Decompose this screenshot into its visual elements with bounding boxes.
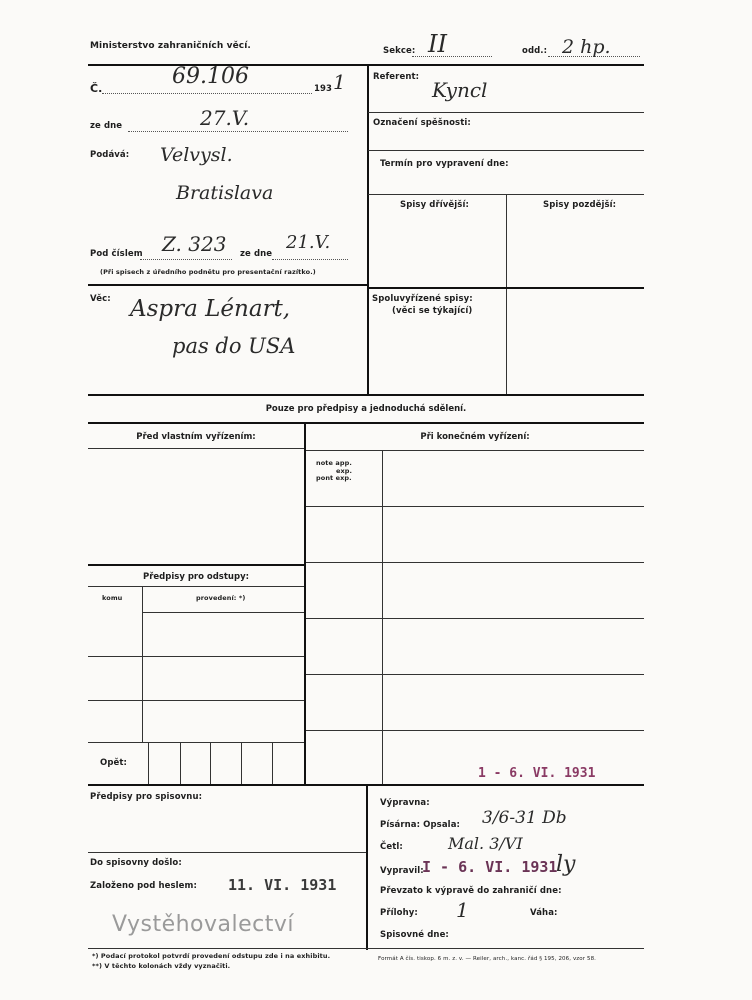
opet-cell-3 — [210, 742, 211, 784]
presentation-note: (Při spisech z úředního podnětu pro presentační razítko.) — [100, 268, 316, 276]
right-divider-4 — [368, 287, 644, 289]
opet-cell-4 — [241, 742, 242, 784]
pri-header-line — [306, 450, 644, 451]
podava-label: Podává: — [90, 150, 130, 160]
opet-cell-1 — [148, 742, 149, 784]
opet-label: Opět: — [100, 758, 128, 768]
ze-dne2-label: ze dne — [240, 249, 273, 259]
odstupy-top — [88, 564, 304, 566]
sekce-line — [412, 56, 492, 57]
right-divider-1 — [368, 112, 644, 113]
komu-label: komu — [102, 594, 123, 602]
predpisy-odstupy-label: Předpisy pro odstupy: — [142, 572, 250, 582]
vypravil-label: Vypravil: — [380, 866, 424, 876]
middle-top-border — [88, 394, 644, 396]
pred-label: Před vlastním vyřízením: — [136, 432, 256, 442]
c-value: 69.106 — [172, 64, 249, 89]
oznaceni-label: Označení spěšnosti: — [373, 118, 471, 128]
pri-row-3 — [306, 618, 644, 619]
do-spisovny-label: Do spisovny došlo: — [90, 858, 182, 868]
footnote-1: *) Podací protokol potvrdí provedení odstupu zde i na exhibitu. — [92, 952, 331, 960]
prilohy-value: 1 — [456, 898, 469, 922]
bottom-left-row-1 — [88, 852, 366, 853]
bottom-right-row — [366, 948, 644, 949]
referent-label: Referent: — [373, 72, 420, 82]
podava-line1: Velvysl. — [160, 144, 233, 166]
vypravna-label: Výpravna: — [380, 798, 430, 808]
odstupy-vline — [142, 586, 143, 742]
spoluvyrizene-label: Spoluvyřízené spisy: — [372, 294, 473, 304]
note-app: note app. — [316, 459, 352, 467]
note-exp: exp. — [336, 467, 353, 475]
termin-label: Termín pro vypravení dne: — [380, 159, 509, 169]
sekce-value: II — [428, 30, 447, 58]
pisarna-label: Písárna: Opsala: — [380, 820, 461, 830]
year-value: 1 — [333, 70, 346, 94]
bottom-left-row-2 — [88, 948, 366, 949]
footnote-2: **) V těchto kolonách vždy vyznačiti. — [92, 962, 231, 970]
spisovne-label: Spisovné dne: — [380, 930, 449, 940]
pri-grid-vline — [382, 450, 383, 784]
cetl-label: Četl: — [380, 842, 403, 852]
sekce-label: Sekce: — [383, 46, 416, 56]
provedeni-label: provedení: *) — [196, 594, 246, 602]
spoluvyrizene-sub: (věci se týkající) — [392, 306, 473, 316]
heslo-stamp: Vystěhovalectví — [112, 912, 295, 937]
vec-label: Věc: — [90, 294, 111, 304]
c-line — [102, 93, 312, 94]
left-divider-1 — [88, 284, 368, 286]
vec-line2: pas do USA — [172, 334, 296, 358]
odd-label: odd.: — [522, 46, 548, 56]
upper-center-divider — [367, 64, 369, 396]
vec-line1: Aspra Lénart, — [130, 296, 291, 322]
right-center-divider — [506, 194, 507, 394]
red-date-stamp: 1 - 6. VI. 1931 — [478, 766, 596, 781]
vypravil-stamp: I - 6. VI. 1931 — [422, 858, 558, 876]
referent-value: Kyncl — [432, 78, 488, 102]
zalozeno-label: Založeno pod heslem: — [90, 881, 197, 891]
section-title-border — [88, 422, 644, 424]
odstupy-header-line — [88, 586, 304, 587]
pri-row-4 — [306, 674, 644, 675]
odstupy-subheader-line — [142, 612, 304, 613]
odstupy-row-2 — [88, 700, 304, 701]
ze-dne-label: ze dne — [90, 121, 123, 131]
ze-dne-value: 27.V. — [200, 106, 250, 130]
c-label: Č. — [90, 82, 103, 95]
ze-dne2-line — [272, 259, 348, 260]
pod-cislem-label: Pod číslem — [90, 249, 143, 259]
bottom-center-divider — [366, 784, 368, 950]
spisy-drivejsi-label: Spisy dřívější: — [400, 200, 469, 210]
pod-cislem-value: Z. 323 — [162, 232, 227, 256]
vypravil-signature: ly — [556, 852, 576, 877]
pri-row-5 — [306, 730, 644, 731]
pred-header-line — [88, 448, 304, 449]
note-pont: pont exp. — [316, 474, 352, 482]
vaha-label: Váha: — [530, 908, 558, 918]
prilohy-label: Přílohy: — [380, 908, 418, 918]
ze-dne-line — [128, 131, 348, 132]
pod-cislem-line — [140, 259, 232, 260]
spisy-pozdejsi-label: Spisy pozdější: — [543, 200, 617, 210]
odstupy-row-1 — [88, 656, 304, 657]
podava-line2: Bratislava — [176, 182, 274, 204]
odd-value: 2 hp. — [562, 36, 611, 58]
pri-label: Při konečném vyřízení: — [420, 432, 530, 442]
opet-cell-5 — [272, 742, 273, 784]
pisarna-value: 3/6-31 Db — [482, 808, 567, 828]
cetl-value: Mal. 3/VI — [448, 834, 523, 853]
pri-row-2 — [306, 562, 644, 563]
section-title: Pouze pro předpisy a jednoduchá sdělení. — [265, 404, 467, 414]
zalozeno-date-stamp: 11. VI. 1931 — [228, 876, 337, 894]
predpisy-spisovnu-label: Předpisy pro spisovnu: — [90, 792, 203, 802]
opet-cell-2 — [180, 742, 181, 784]
format-note: Formát A čís. tiskop. 6 m. z. v. — Reiler, arch., kanc. řád § 195, 206, vzor 58. — [378, 956, 597, 962]
year-prefix: 193 — [314, 84, 333, 94]
prevzato-label: Převzato k výpravě do zahraničí dne: — [380, 886, 562, 896]
pri-row-1 — [306, 506, 644, 507]
ze-dne2-value: 21.V. — [286, 232, 331, 253]
ministry-title: Ministerstvo zahraničních věcí. — [90, 41, 251, 51]
right-divider-2 — [368, 150, 644, 151]
